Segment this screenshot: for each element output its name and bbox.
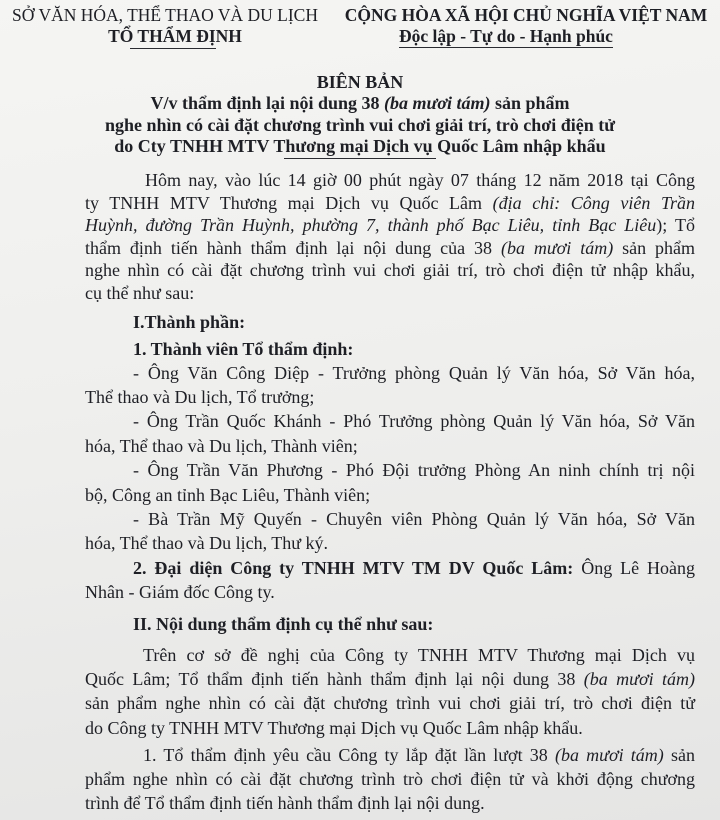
member-line <box>85 409 695 433</box>
member-text: - Bà Trần Mỹ Quyến - Chuyên viên Phòng Quản lý Văn hóa, Sở Văn <box>133 509 695 529</box>
committee-member <box>85 458 695 507</box>
title-heading: BIÊN BẢN <box>316 72 404 92</box>
section-1-heading: I.Thành phần: <box>133 311 246 332</box>
quantity-in-words: (ba mươi tám) <box>583 668 695 689</box>
member-line <box>85 385 695 409</box>
issuing-agency-block <box>0 5 330 49</box>
paragraph-line <box>85 643 695 667</box>
item-text: phẩm nghe nhìn có cài đặt chương trình trò chơi điện tử và khởi động chương <box>85 769 695 790</box>
issuing-unit: TỔ THẨM ĐỊNH <box>108 26 242 46</box>
item-line <box>85 767 695 791</box>
document-title <box>0 72 720 159</box>
intro-text: cụ thể như sau: <box>85 282 195 303</box>
subject-line: do Cty TNHH MTV Thương mại Dịch vụ Quốc Lâm nhập khẩu <box>114 135 606 156</box>
intro-line <box>85 237 695 260</box>
motto-row <box>314 26 698 47</box>
member-line <box>85 361 695 385</box>
member-text: hóa, Thể thao và Du lịch, Thư ký. <box>85 533 329 554</box>
quantity-in-words: (ba mươi tám) <box>554 744 664 765</box>
item-line <box>85 791 695 815</box>
subject-text: sản phẩm <box>490 93 570 114</box>
member-line <box>85 483 695 507</box>
paragraph-text: do Công ty TNHH MTV Thương mại Dịch vụ Quốc Lâm nhập khẩu. <box>85 717 583 738</box>
paragraph-text: Trên cơ sở đề nghị của Công ty TNHH MTV Thương mại Dịch vụ <box>143 644 695 665</box>
country-name: CỘNG HÒA XÃ HỘI CHỦ NGHĨA VIỆT NAM <box>344 5 708 25</box>
representative-line <box>85 556 695 580</box>
member-text: Thể thao và Du lịch, Tổ trưởng; <box>85 386 315 407</box>
item-text: trình để Tổ thẩm định tiến hành thẩm định lại nội dung. <box>85 793 485 814</box>
intro-text: Hôm nay, vào lúc 14 giờ 00 phút ngày 07 tháng 12 năm 2018 tại Công <box>145 170 695 190</box>
intro-line <box>85 259 695 282</box>
intro-text: ty TNHH MTV Thương mại Dịch vụ Quốc Lâm <box>85 192 493 213</box>
member-text: - Ông Trần Quốc Khánh - Phó Trưởng phòng Quản lý Văn hóa, Sở Văn <box>133 411 695 432</box>
paragraph-line <box>85 716 695 740</box>
member-line <box>85 434 695 458</box>
national-motto: Độc lập - Tự do - Hạnh phúc <box>399 26 613 46</box>
intro-paragraph <box>85 169 695 305</box>
paragraph-text: Quốc Lâm; Tổ thẩm định tiến hành thẩm định lại nội dung 38 <box>85 668 584 689</box>
representative-name: Nhân - Giám đốc Công ty. <box>85 582 275 603</box>
item-line <box>85 743 695 767</box>
member-text: hóa, Thể thao và Du lịch, Thành viên; <box>85 435 358 456</box>
section-2-item-1 <box>85 743 695 816</box>
committee-member <box>85 507 695 556</box>
section-2-heading: II. Nội dung thẩm định cụ thể như sau: <box>133 613 434 634</box>
item-text: sản <box>663 744 695 765</box>
representative-label: 2. Đại diện Công ty TNHH MTV TM DV Quốc Lâm: <box>133 557 574 578</box>
intro-text: nghe nhìn có cài đặt chương trình vui chơi giải trí, trò chơi điện tử nhập khẩu, <box>85 260 695 281</box>
committee-members <box>85 361 695 556</box>
intro-line <box>85 169 695 192</box>
paragraph-text: sản phẩm nghe nhìn có cài đặt chương trình vui chơi giải trí, trò chơi điện tử <box>85 693 695 714</box>
member-text: - Ông Trần Văn Phương - Phó Đội trưởng Phòng An ninh chính trị nội <box>133 460 695 481</box>
subject-line <box>0 93 720 114</box>
member-text: bộ, Công an tỉnh Bạc Liêu, Thành viên; <box>85 484 371 505</box>
title-underline <box>284 158 436 159</box>
intro-line <box>85 192 695 215</box>
representative-line <box>85 580 695 604</box>
intro-line <box>85 214 695 237</box>
intro-text: sản phẩm <box>613 237 695 258</box>
national-title-block <box>334 5 718 47</box>
committee-member <box>85 361 695 410</box>
item-text: 1. Tổ thẩm định yêu cầu Công ty lắp đặt lần lượt 38 <box>143 744 555 765</box>
company-address: (địa chỉ: Công viên Trần <box>492 192 695 213</box>
company-representative <box>85 556 695 605</box>
member-text: - Ông Văn Công Diệp - Trưởng phòng Quản lý Văn hóa, Sở Văn hóa, <box>133 362 695 383</box>
intro-text: ); Tổ <box>656 215 696 236</box>
company-address: Huỳnh, đường Trần Huỳnh, phường 7, thành phố Bạc Liêu, tỉnh Bạc Liêu <box>85 215 657 236</box>
intro-line <box>85 282 695 305</box>
paragraph-line <box>85 691 695 715</box>
quantity-in-words: (ba mươi tám) <box>500 237 614 258</box>
issuing-agency: SỞ VĂN HÓA, THỂ THAO VÀ DU LỊCH <box>12 5 318 25</box>
subject-text: V/v thẩm định lại nội dung 38 <box>150 93 385 114</box>
committee-member <box>85 409 695 458</box>
paragraph-line <box>85 667 695 691</box>
member-line <box>85 507 695 531</box>
unit-underline <box>130 48 216 49</box>
member-line <box>85 458 695 482</box>
quantity-in-words: (ba mươi tám) <box>384 93 491 114</box>
representative-name: Ông Lê Hoàng <box>573 557 695 578</box>
document-body <box>85 169 695 816</box>
members-heading: 1. Thành viên Tổ thẩm định: <box>133 338 354 359</box>
intro-text: thẩm định tiến hành thẩm định lại nội dung của 38 <box>85 237 501 258</box>
subject-line: nghe nhìn có cài đặt chương trình vui chơi giải trí, trò chơi điện tử <box>104 114 616 135</box>
section-2-paragraph <box>85 643 695 740</box>
member-line <box>85 531 695 555</box>
